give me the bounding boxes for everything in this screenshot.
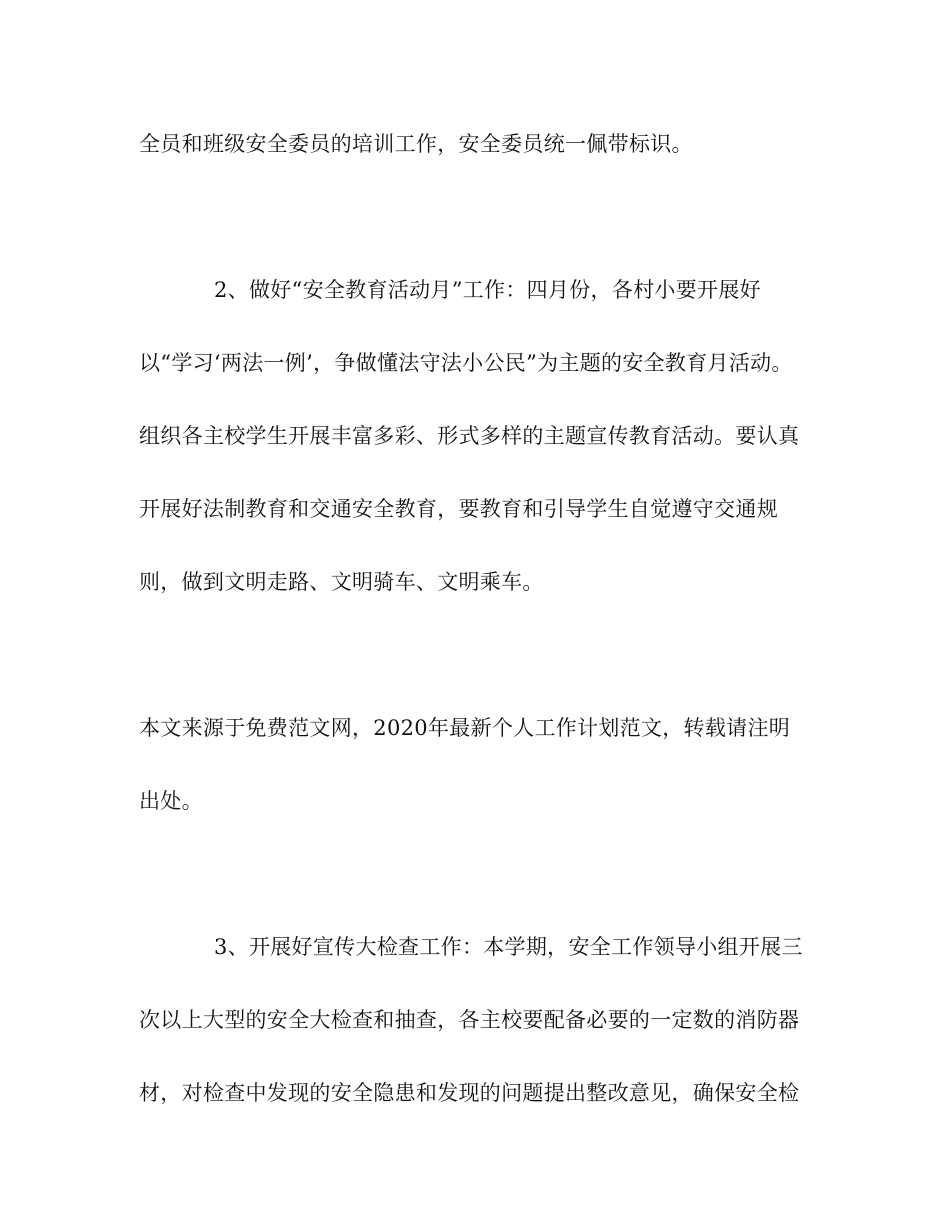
- paragraph-line: 次以上大型的安全大检查和抽查，各主校要配备必要的一定数的消防器: [139, 1008, 800, 1032]
- paragraph-line: 开展好法制教育和交通安全教育，要教育和引导学生自觉遵守交通规: [139, 497, 778, 521]
- paragraph-line: 则，做到文明走路、文明骑车、文明乘车。: [139, 570, 544, 594]
- source-note-line: 本文来源于免费范文网，2020年最新个人工作计划范文，转载请注明: [139, 716, 791, 740]
- paragraph-line: 以“学习‘两法一例’，争做懂法守法小公民”为主题的安全教育月活动。: [139, 351, 793, 375]
- paragraph-line: 2、做好“安全教育活动月”工作：四月份，各村小要开展好: [214, 278, 761, 302]
- paragraph-line: 3、开展好宣传大检查工作：本学期，安全工作领导小组开展三: [214, 935, 803, 959]
- paragraph-line: 材，对检查中发现的安全隐患和发现的问题提出整改意见，确保安全检: [139, 1081, 800, 1105]
- paragraph-line: 全员和班级安全委员的培训工作，安全委员统一佩带标识。: [139, 132, 693, 156]
- source-note-line: 出处。: [139, 789, 203, 813]
- paragraph-line: 组织各主校学生开展丰富多彩、形式多样的主题宣传教育活动。要认真: [139, 424, 800, 448]
